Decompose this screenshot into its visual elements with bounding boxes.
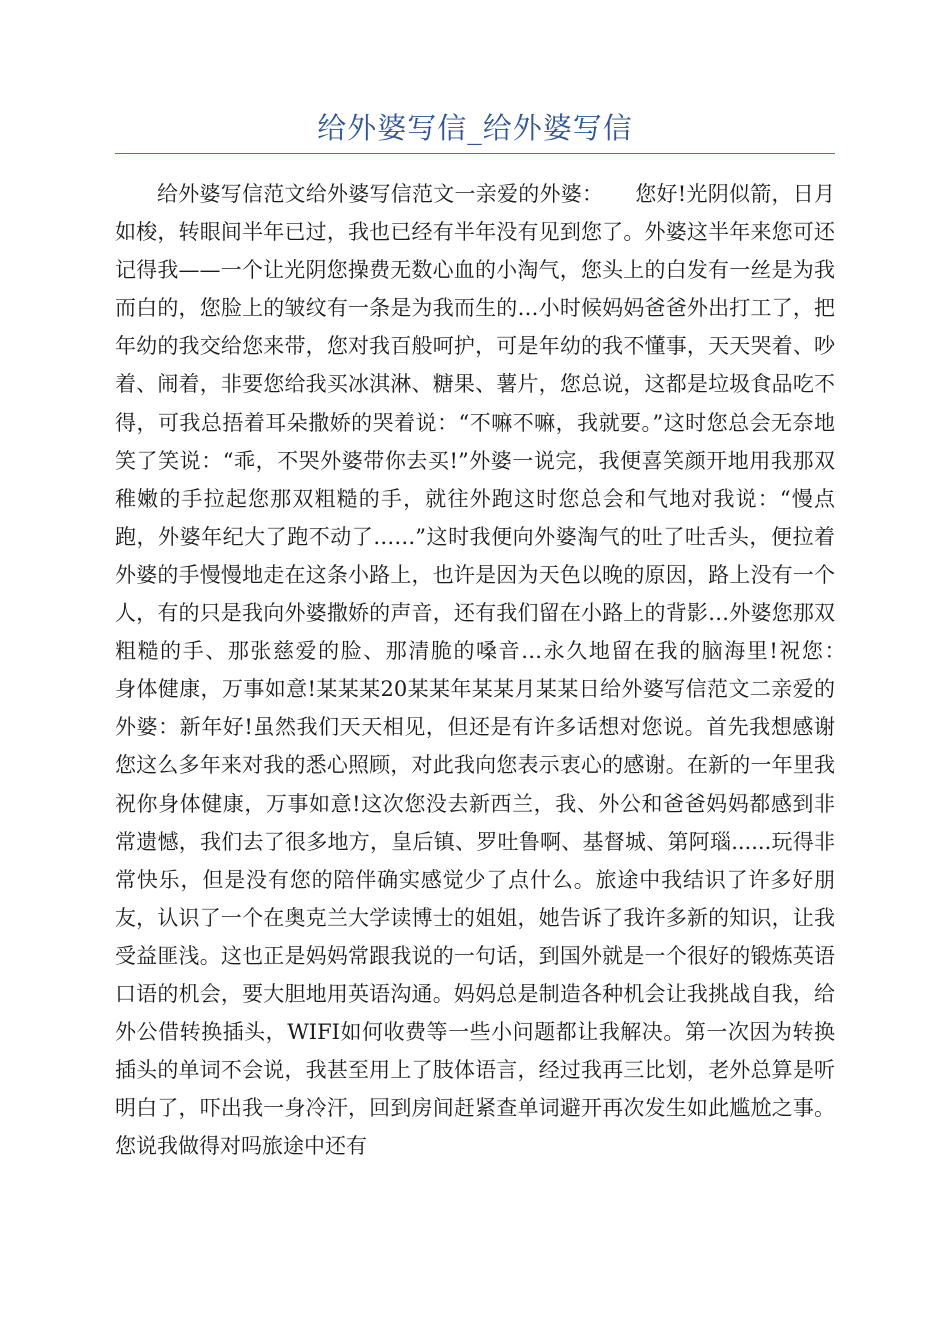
title-underline xyxy=(115,153,835,154)
document-body: 给外婆写信范文给外婆写信范文一亲爱的外婆： 您好!光阴似箭，日月如梭，转眼间半年已过，我也已经有半年没有见到您了。外婆这半年来您可还记得我——一个让光阴您操费无数心血的小淘气，您头上的白发有一丝是为我而白的，您脸上的皱纹有一条是为我而生的…小时候妈妈爸爸外出打工了，把年幼的我交给您来带，您对我百般呵护，可是年幼的我不懂事，天天哭着、吵着、闹着，非要您给我买冰淇淋、糖果、薯片，您总说，这都是垃圾食品吃不得，可我总捂着耳朵撒娇的哭着说：“不嘛不嘛，我就要。”这时您总会无奈地笑了笑说：“乖，不哭外婆带你去买!”外婆一说完，我便喜笑颜开地用我那双稚嫩的手拉起您那双粗糙的手，就往外跑这时您总会和气地对我说：“慢点跑，外婆年纪大了跑不动了……”这时我便向外婆淘气的吐了吐舌头，便拉着外婆的手慢慢地走在这条小路上，也许是因为天色以晚的原因，路上没有一个人，有的只是我向外婆撒娇的声音，还有我们留在小路上的背影…外婆您那双粗糙的手、那张慈爱的脸、那清脆的嗓音…永久地留在我的脑海里!祝您： 身体健康，万事如意!某某某20某某年某某月某某日给外婆写信范文二亲爱的外婆：新年好!虽然我们天天相见，但还是有许多话想对您说。首先我想感谢您这么多年来对我的悉心照顾，对此我向您表示衷心的感谢。在新的一年里我祝你身体健康，万事如意!这次您没去新西兰，我、外公和爸爸妈妈都感到非常遗憾，我们去了很多地方，皇后镇、罗吐鲁啊、基督城、第阿瑙......玩得非常快乐，但是没有您的陪伴确实感觉少了点什么。旅途中我结识了许多好朋友，认识了一个在奥克兰大学读博士的姐姐，她告诉了我许多新的知识，让我受益匪浅。这也正是妈妈常跟我说的一句话，到国外就是一个很好的锻炼英语口语的机会，要大胆地用英语沟通。妈妈总是制造各种机会让我挑战自我，给外公借转换插头，WIFI如何收费等一些小问题都让我解决。第一次因为转换插头的单词不会说，我甚至用上了肢体语言，经过我再三比划，老外总算是听明白了，吓出我一身冷汗，回到房间赶紧查单词避开再次发生如此尴尬之事。您说我做得对吗旅途中还有 xyxy=(115,182,877,1159)
document-title: 给外婆写信_给外婆写信 xyxy=(317,111,633,145)
